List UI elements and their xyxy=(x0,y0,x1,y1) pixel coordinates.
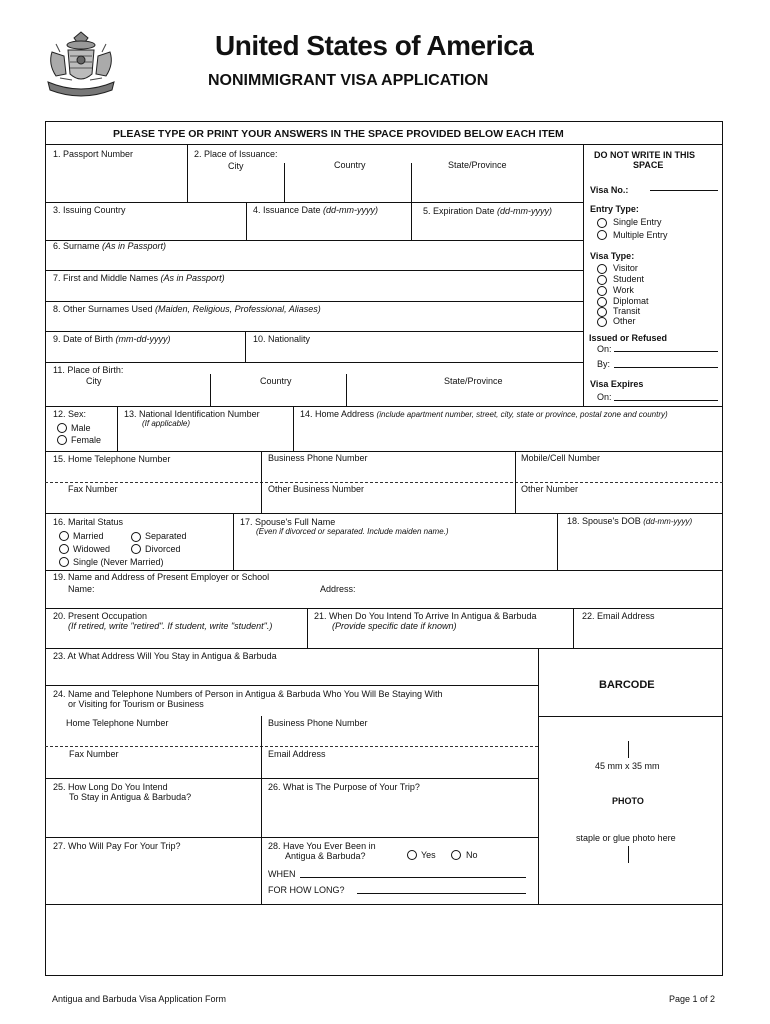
email-label: Email Address xyxy=(268,749,326,759)
field-21-note: (Provide specific date if known) xyxy=(332,621,457,631)
visitor-radio[interactable] xyxy=(597,264,607,274)
diplomat-label: Diplomat xyxy=(613,296,649,306)
yes-radio[interactable] xyxy=(407,850,417,860)
field-25-label-2: To Stay in Antigua & Barbuda? xyxy=(69,792,192,802)
field-21-label: 21. When Do You Intend To Arrive In Antigua & Barbuda xyxy=(314,611,537,621)
female-label: Female xyxy=(71,435,102,445)
male-radio[interactable] xyxy=(57,423,67,433)
fax-2-label: Fax Number xyxy=(69,749,119,759)
widowed-label: Widowed xyxy=(73,544,111,554)
widowed-radio[interactable] xyxy=(59,544,69,554)
visa-expires-label: Visa Expires xyxy=(590,379,644,389)
divorced-label: Divorced xyxy=(145,544,181,554)
female-radio[interactable] xyxy=(57,435,67,445)
field-10-label: 10. Nationality xyxy=(253,334,311,344)
other-business-label: Other Business Number xyxy=(268,484,365,494)
field-15-label: 15. Home Telephone Number xyxy=(53,454,171,464)
separated-radio[interactable] xyxy=(131,532,141,542)
field-24-label-2: or Visiting for Tourism or Business xyxy=(68,699,204,709)
field-25-label-1: 25. How Long Do You Intend xyxy=(53,782,168,792)
mobile-label: Mobile/Cell Number xyxy=(521,453,601,463)
multiple-entry-radio[interactable] xyxy=(597,230,607,240)
home-phone-label: Home Telephone Number xyxy=(66,718,169,728)
field-27-label: 27. Who Will Pay For Your Trip? xyxy=(53,841,181,851)
field-23-label: 23. At What Address Will You Stay in Antigua & Barbuda xyxy=(53,651,277,661)
barcode-label: BARCODE xyxy=(599,679,655,691)
multiple-entry-label: Multiple Entry xyxy=(613,230,668,240)
field-11-state: State/Province xyxy=(444,376,503,386)
field-2-label: 2. Place of Issuance: xyxy=(194,149,278,159)
single-radio[interactable] xyxy=(59,557,69,567)
student-radio[interactable] xyxy=(597,275,607,285)
field-7-label: 7. First and Middle Names (As in Passport) xyxy=(53,273,225,283)
field-8-label: 8. Other Surnames Used (Maiden, Religious, Professional, Aliases) xyxy=(53,304,321,314)
field-1-label: 1. Passport Number xyxy=(53,149,134,159)
business-phone-2-label: Business Phone Number xyxy=(268,718,368,728)
field-22-label: 22. Email Address xyxy=(582,611,655,621)
other-label: Other xyxy=(613,316,636,326)
field-20-label: 20. Present Occupation xyxy=(53,611,148,621)
yes-label: Yes xyxy=(421,850,436,860)
office-title-1: DO NOT WRITE IN THIS xyxy=(594,150,695,160)
field-11-country: Country xyxy=(260,376,292,386)
visitor-label: Visitor xyxy=(613,263,638,273)
field-11-city: City xyxy=(86,376,102,386)
field-3-label: 3. Issuing Country xyxy=(53,205,126,215)
field-16-label: 16. Marital Status xyxy=(53,517,124,527)
field-28-label-2: Antigua & Barbuda? xyxy=(285,851,366,861)
field-26-label: 26. What is The Purpose of Your Trip? xyxy=(268,782,420,792)
field-5-label: 5. Expiration Date (dd-mm-yyyy) xyxy=(423,206,553,216)
fax-label: Fax Number xyxy=(68,484,118,494)
field-4-label: 4. Issuance Date (dd-mm-yyyy) xyxy=(253,205,379,215)
office-title-2: SPACE xyxy=(633,160,664,170)
business-phone-label: Business Phone Number xyxy=(268,453,368,463)
how-long-label: FOR HOW LONG? xyxy=(268,885,345,895)
field-20-note: (If retired, write "retired". If student, write "student".) xyxy=(68,621,273,631)
coat-of-arms-emblem xyxy=(42,30,120,102)
single-entry-radio[interactable] xyxy=(597,218,607,228)
no-label: No xyxy=(466,850,478,860)
entry-type-label: Entry Type: xyxy=(590,204,639,214)
field-19-name: Name: xyxy=(68,584,95,594)
issued-on-label: On: xyxy=(597,344,612,354)
other-number-label: Other Number xyxy=(521,484,579,494)
photo-note-label: staple or glue photo here xyxy=(576,833,676,843)
student-label: Student xyxy=(613,274,645,284)
field-19-label: 19. Name and Address of Present Employer or School xyxy=(53,572,270,582)
transit-label: Transit xyxy=(613,306,641,316)
field-14-label: 14. Home Address (include apartment number, street, city, state or province, postal zone and country) xyxy=(300,409,668,419)
field-17-label: 17. Spouse's Full Name xyxy=(240,517,336,527)
footer-form-name: Antigua and Barbuda Visa Application Form xyxy=(52,994,226,1004)
page-title: United States of America xyxy=(215,30,534,61)
field-13-note: (If applicable) xyxy=(142,419,191,428)
divorced-radio[interactable] xyxy=(131,544,141,554)
no-radio[interactable] xyxy=(451,850,461,860)
visa-type-label: Visa Type: xyxy=(590,251,635,261)
photo-size-label: 45 mm x 35 mm xyxy=(595,761,660,771)
when-label: WHEN xyxy=(268,869,296,879)
field-13-label: 13. National Identification Number xyxy=(124,409,260,419)
expires-on-label: On: xyxy=(597,392,612,402)
field-28-label-1: 28. Have You Ever Been in xyxy=(268,841,376,851)
field-19-address: Address: xyxy=(320,584,356,594)
photo-label: PHOTO xyxy=(612,796,644,806)
issued-by-label: By: xyxy=(597,359,611,369)
issued-refused-label: Issued or Refused xyxy=(589,333,668,343)
field-2-country: Country xyxy=(334,160,366,170)
footer-page-number: Page 1 of 2 xyxy=(669,994,716,1004)
male-label: Male xyxy=(71,423,91,433)
field-11-label: 11. Place of Birth: xyxy=(53,365,124,375)
transit-radio[interactable] xyxy=(597,307,607,317)
field-6-label: 6. Surname (As in Passport) xyxy=(53,241,167,251)
field-2-state: State/Province xyxy=(448,160,507,170)
married-label: Married xyxy=(73,531,104,541)
separated-label: Separated xyxy=(145,531,187,541)
married-radio[interactable] xyxy=(59,531,69,541)
work-radio[interactable] xyxy=(597,286,607,296)
field-9-label: 9. Date of Birth (mm-dd-yyyy) xyxy=(53,334,171,344)
visa-no-label: Visa No.: xyxy=(590,185,629,195)
field-17-note: (Even if divorced or separated. Include maiden name.) xyxy=(256,527,449,536)
diplomat-radio[interactable] xyxy=(597,297,607,307)
other-radio[interactable] xyxy=(597,317,607,327)
instructions-text: PLEASE TYPE OR PRINT YOUR ANSWERS IN THE SPACE PROVIDED BELOW EACH ITEM xyxy=(113,128,564,140)
field-2-city: City xyxy=(228,161,244,171)
field-18-label: 18. Spouse's DOB (dd-mm-yyyy) xyxy=(567,516,693,526)
single-label: Single (Never Married) xyxy=(73,557,164,567)
page-subtitle: NONIMMIGRANT VISA APPLICATION xyxy=(208,72,489,89)
field-12-label: 12. Sex: xyxy=(53,409,87,419)
single-entry-label: Single Entry xyxy=(613,217,662,227)
work-label: Work xyxy=(613,285,634,295)
field-24-label-1: 24. Name and Telephone Numbers of Person in Antigua & Barbuda Who You Will Be Staying With xyxy=(53,689,443,699)
